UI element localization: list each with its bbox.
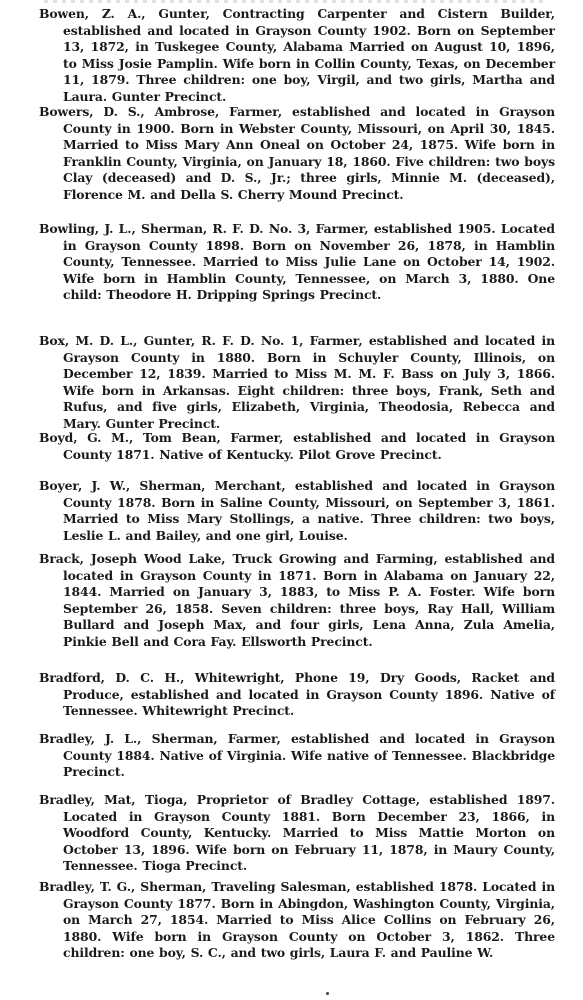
entry-text: Gunter, Contracting Carpenter and Cistern Builder, established and located in Grayson County 1902. Born on September 13, 1872, in Tuskegee County, Alabama Married on August 10, 1896, to Miss Josie Pamplin. Wife born in Collin County, Texas, on December 11, 1879. Three children: one boy, Virgil, and two girls, Martha and Laura. Gunter Precinct.	[63, 6, 556, 104]
entry-name: Brack, Joseph Wood	[39, 551, 182, 566]
entry-name: Boyer, J. W.,	[39, 478, 131, 493]
entry-name: Bowen, Z. A.,	[39, 6, 146, 21]
entry-name: Box, M. D. L.,	[39, 333, 138, 348]
entry-text: Lake, Truck Growing and Farming, established and located in Grayson County in 1871. Born in Alabama on January 22, 1844. Married on January 3, 1883, to Miss P. A. Foster. Wife born September 26, 1858. Seven children: three boys, Ray Hall, William Bullard and Joseph Max, and four girls, Lena Anna, Zula Amelia, Pinkie Bell and Cora Fay. Ellsworth Precinct.	[63, 551, 555, 649]
entry-text: Whitewright, Phone 19, Dry Goods, Racket and Produce, established and located in Grayson County 1896. Native of Tennessee. Whitewright Precinct.	[63, 670, 555, 719]
entry-bradley-tg	[39, 879, 555, 962]
print-speck	[326, 992, 329, 995]
entry-name: Bradley, Mat,	[39, 792, 136, 807]
entry-brack	[39, 551, 555, 651]
entry-bradley-jl	[39, 731, 555, 781]
entry-name: Bradley, T. G.,	[39, 879, 136, 894]
entry-name: Bradford, D. C. H.,	[39, 670, 185, 685]
entry-boyer	[39, 478, 555, 544]
entry-text: Tom Bean, Farmer, established and located in Grayson County 1871. Native of Kentucky. Pilot Grove Precinct.	[63, 430, 556, 462]
entry-name: Bradley, J. L.,	[39, 731, 142, 746]
entry-bradley-mat	[39, 792, 555, 875]
entry-text: Gunter, R. F. D. No. 1, Farmer, established and located in Grayson County in 1880. Born in Schuyler County, Illinois, on December 12, 1839. Married to Miss M. M. F. Bass on July 3, 1866. Wife born in Arkansas. Eight children: three boys, Frank, Seth and Rufus, and five girls, Elizabeth, Virginia, Theodosia, Rebecca and Mary. Gunter Precinct.	[63, 333, 555, 431]
entry-bowling	[39, 221, 555, 304]
entry-name: Bowling, J. L.,	[39, 221, 136, 236]
entry-text: Ambrose, Farmer, established and located in Grayson County in 1900. Born in Webster County, Missouri, on April 30, 1845. Married to Miss Mary Ann Oneal on October 24, 1875. Wife born in Franklin County, Virginia, on January 18, 1860. Five children: two boys Clay (deceased) and D. S., Jr.; three girls, Minnie M. (deceased), Florence M. and Della S. Cherry Mound Precinct.	[63, 104, 555, 202]
entry-boyd	[39, 430, 555, 463]
entry-bowers	[39, 104, 555, 204]
entry-text: Sherman, Farmer, established and located in Grayson County 1884. Native of Virginia. Wife native of Tennessee. Blackbridge Precinct.	[63, 731, 555, 780]
entry-name: Boyd, G. M.,	[39, 430, 134, 445]
entry-text: Sherman, Merchant, established and located in Grayson County 1878. Born in Saline County, Missouri, on September 3, 1861. Married to Miss Mary Stollings, a native. Three children: two boys, Leslie L. and Bailey, and one girl, Louise.	[63, 478, 555, 543]
entry-text: Sherman, Traveling Salesman, established 1878. Located in Grayson County 1877. Born in Abingdon, Washington County, Virginia, on March 27, 1854. Married to Miss Alice Collins on February 26, 1880. Wife born in Grayson County on October 3, 1862. Three children: one boy, S. C., and two girls, Laura F. and Pauline W.	[63, 879, 555, 961]
entry-text: Tioga, Proprietor of Bradley Cottage, established 1897. Located in Grayson County 1881. Born December 23, 1866, in Woodford County, Kentucky. Married to Miss Mattie Morton on October 13, 1896. Wife born on February 11, 1878, in Maury County, Tennessee. Tioga Precinct.	[63, 792, 556, 874]
entry-bowen	[39, 6, 555, 106]
entry-name: Bowers, D. S.,	[39, 104, 145, 119]
entry-box	[39, 333, 555, 433]
page-top-edge	[44, 0, 544, 3]
entry-text: Sherman, R. F. D. No. 3, Farmer, established 1905. Located in Grayson County 1898. Born on November 26, 1878, in Hamblin County, Tennessee. Married to Miss Julie Lane on October 14, 1902. Wife born in Hamblin County, Tennessee, on March 3, 1880. One child: Theodore H. Dripping Springs Precinct.	[63, 221, 555, 303]
entry-bradford	[39, 670, 555, 720]
